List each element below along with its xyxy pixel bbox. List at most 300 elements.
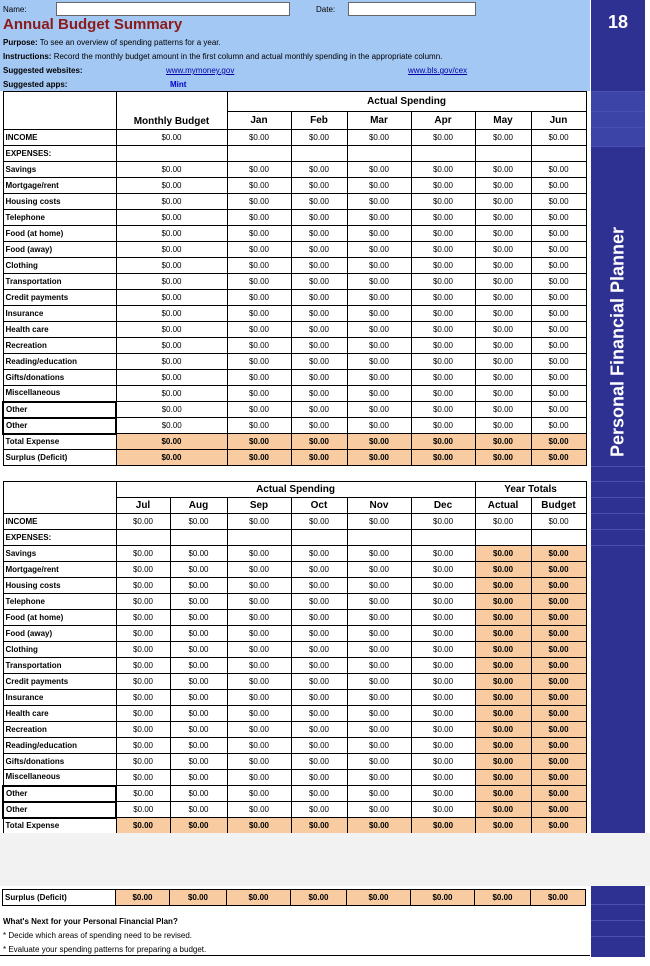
t2-cell-income[interactable]: $0.00	[475, 514, 531, 530]
apps-label: Suggested apps:	[3, 80, 68, 89]
t1-cell-income[interactable]: $0.00	[531, 130, 586, 146]
t1-cell-amount[interactable]: $0.00	[347, 274, 411, 290]
t2-cell-amount[interactable]: $0.00	[347, 562, 411, 578]
t2-cell-amount[interactable]: $0.00	[116, 658, 170, 674]
t1-cell-amount[interactable]: $0.00	[291, 178, 347, 194]
t2-cell-amount: $0.00	[475, 562, 531, 578]
t1-cell-amount[interactable]: $0.00	[227, 274, 291, 290]
t2-cell-amount[interactable]: $0.00	[291, 626, 347, 642]
t2-cell-amount[interactable]: $0.00	[116, 594, 170, 610]
sidebar-rule	[591, 513, 645, 514]
t1-cell-amount[interactable]: $0.00	[475, 162, 531, 178]
t1-cell-amount[interactable]: $0.00	[475, 370, 531, 386]
t1-cell-amount[interactable]: $0.00	[531, 306, 586, 322]
t2-cell-amount[interactable]: $0.00	[411, 610, 475, 626]
t2-cell-amount[interactable]: $0.00	[291, 610, 347, 626]
t2-cell-amount: $0.00	[531, 754, 586, 770]
t1-cell-surplus: $0.00	[116, 450, 227, 466]
sidebar-rule	[591, 920, 645, 921]
date-input[interactable]	[348, 2, 476, 16]
t2-row-label-income: INCOME	[3, 514, 116, 530]
t1-cell-amount[interactable]: $0.00	[531, 290, 586, 306]
t2-cell-amount[interactable]: $0.00	[291, 690, 347, 706]
t1-cell-amount[interactable]: $0.00	[411, 322, 475, 338]
t2-cell-amount[interactable]: $0.00	[227, 674, 291, 690]
t1-cell-amount[interactable]: $0.00	[227, 242, 291, 258]
sidebar-rule	[591, 127, 645, 128]
t1-cell-amount[interactable]: $0.00	[475, 290, 531, 306]
t1-cell-amount[interactable]: $0.00	[116, 178, 227, 194]
t1-cell-amount[interactable]: $0.00	[227, 290, 291, 306]
t2-cell-amount[interactable]: $0.00	[291, 738, 347, 754]
t1-cell-amount[interactable]: $0.00	[291, 402, 347, 418]
t2-cell-amount[interactable]: $0.00	[170, 562, 227, 578]
t2-cell-amount[interactable]: $0.00	[170, 802, 227, 818]
t2-cell-amount[interactable]: $0.00	[411, 642, 475, 658]
t1-cell-amount[interactable]: $0.00	[475, 194, 531, 210]
t2-cell-amount[interactable]: $0.00	[411, 770, 475, 786]
t1-cell-amount[interactable]: $0.00	[116, 274, 227, 290]
t2-cell-income[interactable]: $0.00	[347, 514, 411, 530]
t2-cell-amount[interactable]: $0.00	[116, 722, 170, 738]
t2-cell-amount[interactable]: $0.00	[116, 706, 170, 722]
t1-cell-amount[interactable]: $0.00	[531, 210, 586, 226]
t1-cell-amount[interactable]: $0.00	[531, 402, 586, 418]
t1-cell-amount[interactable]: $0.00	[116, 242, 227, 258]
t1-cell-amount[interactable]: $0.00	[291, 418, 347, 434]
t1-cell-amount[interactable]: $0.00	[411, 386, 475, 402]
t1-cell-amount[interactable]: $0.00	[291, 370, 347, 386]
t1-cell-empty	[475, 146, 531, 162]
t1-cell-amount[interactable]: $0.00	[116, 290, 227, 306]
t2-row-label-savings: Savings	[3, 546, 116, 562]
t1-cell-amount[interactable]: $0.00	[347, 370, 411, 386]
t1-cell-amount[interactable]: $0.00	[116, 162, 227, 178]
t2-cell-amount[interactable]: $0.00	[170, 594, 227, 610]
t2-cell-amount[interactable]: $0.00	[116, 738, 170, 754]
t2-cell-amount[interactable]: $0.00	[291, 578, 347, 594]
t1-cell-amount[interactable]: $0.00	[227, 258, 291, 274]
t2-cell-empty	[475, 530, 531, 546]
t2-cell-amount[interactable]: $0.00	[411, 706, 475, 722]
t1-cell-amount[interactable]: $0.00	[531, 178, 586, 194]
t1-cell-amount[interactable]: $0.00	[347, 290, 411, 306]
t2-cell-amount[interactable]: $0.00	[411, 722, 475, 738]
t1-cell-total-expense: $0.00	[531, 434, 586, 450]
t1-cell-amount[interactable]: $0.00	[291, 258, 347, 274]
t2-row-label-other[interactable]: Other	[3, 802, 116, 818]
t1-cell-amount[interactable]: $0.00	[116, 306, 227, 322]
t2-cell-amount[interactable]: $0.00	[170, 626, 227, 642]
instructions-text: Record the monthly budget amount in the first column and actual monthly spending in the appropriate column.	[53, 52, 443, 61]
t1-cell-empty	[116, 146, 227, 162]
t1-cell-amount[interactable]: $0.00	[227, 322, 291, 338]
t1-cell-amount[interactable]: $0.00	[531, 258, 586, 274]
t1-cell-amount[interactable]: $0.00	[227, 194, 291, 210]
t2-cell-amount[interactable]: $0.00	[347, 754, 411, 770]
t2-cell-amount[interactable]: $0.00	[116, 674, 170, 690]
t2-cell-amount[interactable]: $0.00	[411, 658, 475, 674]
t1-cell-amount[interactable]: $0.00	[475, 418, 531, 434]
t2-cell-amount[interactable]: $0.00	[347, 594, 411, 610]
t1-cell-amount[interactable]: $0.00	[347, 226, 411, 242]
t1-cell-amount[interactable]: $0.00	[227, 354, 291, 370]
t2-cell-amount[interactable]: $0.00	[170, 690, 227, 706]
t1-cell-amount[interactable]: $0.00	[411, 354, 475, 370]
t2-cell-amount[interactable]: $0.00	[227, 562, 291, 578]
t2-cell-amount[interactable]: $0.00	[170, 658, 227, 674]
t1-row-label-credit-payments: Credit payments	[3, 290, 116, 306]
t2-cell-amount[interactable]: $0.00	[227, 578, 291, 594]
t2-cell-amount[interactable]: $0.00	[411, 578, 475, 594]
t1-cell-amount[interactable]: $0.00	[116, 322, 227, 338]
t2-cell-income[interactable]: $0.00	[227, 514, 291, 530]
t2-cell-amount[interactable]: $0.00	[116, 610, 170, 626]
t2-cell-amount[interactable]: $0.00	[411, 754, 475, 770]
t1-cell-amount[interactable]: $0.00	[411, 418, 475, 434]
t1-cell-amount[interactable]: $0.00	[347, 402, 411, 418]
t2-cell-amount[interactable]: $0.00	[347, 738, 411, 754]
t1-cell-amount[interactable]: $0.00	[347, 306, 411, 322]
t1-row-label-other[interactable]: Other	[3, 402, 116, 418]
t2-cell-amount[interactable]: $0.00	[411, 546, 475, 562]
t2-cell-amount[interactable]: $0.00	[116, 626, 170, 642]
t2-cell-surplus: $0.00	[531, 890, 586, 906]
t1-row-label-clothing: Clothing	[3, 258, 116, 274]
t1-cell-amount[interactable]: $0.00	[227, 178, 291, 194]
t2-cell-amount[interactable]: $0.00	[291, 770, 347, 786]
t1-cell-amount[interactable]: $0.00	[116, 210, 227, 226]
col-header-may: May	[475, 112, 531, 130]
t1-cell-amount[interactable]: $0.00	[227, 386, 291, 402]
t1-cell-amount[interactable]: $0.00	[475, 402, 531, 418]
t2-cell-amount[interactable]: $0.00	[347, 610, 411, 626]
t1-cell-amount[interactable]: $0.00	[531, 338, 586, 354]
t1-cell-amount[interactable]: $0.00	[347, 210, 411, 226]
t1-cell-empty	[531, 146, 586, 162]
date-label: Date:	[316, 5, 336, 14]
t2-cell-amount[interactable]: $0.00	[411, 690, 475, 706]
t1-cell-amount[interactable]: $0.00	[475, 386, 531, 402]
t1-cell-amount[interactable]: $0.00	[411, 258, 475, 274]
group-header-year-totals: Year Totals	[475, 482, 586, 498]
t2-cell-amount[interactable]: $0.00	[170, 706, 227, 722]
t1-cell-total-expense: $0.00	[475, 434, 531, 450]
t1-cell-amount[interactable]: $0.00	[475, 178, 531, 194]
t2-cell-amount[interactable]: $0.00	[347, 658, 411, 674]
t2-cell-amount[interactable]: $0.00	[291, 802, 347, 818]
t2-cell-amount[interactable]: $0.00	[227, 738, 291, 754]
t1-cell-amount[interactable]: $0.00	[411, 306, 475, 322]
t2-cell-amount[interactable]: $0.00	[116, 802, 170, 818]
t1-cell-surplus: $0.00	[227, 450, 291, 466]
t1-cell-amount[interactable]: $0.00	[116, 258, 227, 274]
t2-cell-amount[interactable]: $0.00	[227, 802, 291, 818]
t2-cell-amount: $0.00	[475, 546, 531, 562]
col-header-feb: Feb	[291, 112, 347, 130]
instructions-label: Instructions:	[3, 52, 52, 61]
t2-cell-amount[interactable]: $0.00	[291, 786, 347, 802]
t1-cell-amount[interactable]: $0.00	[116, 370, 227, 386]
t1-cell-amount[interactable]: $0.00	[227, 306, 291, 322]
t1-cell-surplus: $0.00	[411, 450, 475, 466]
t1-cell-total-expense: $0.00	[411, 434, 475, 450]
t2-cell-amount[interactable]: $0.00	[291, 722, 347, 738]
t1-cell-amount[interactable]: $0.00	[531, 194, 586, 210]
t2-cell-income[interactable]: $0.00	[291, 514, 347, 530]
t2-cell-amount[interactable]: $0.00	[227, 546, 291, 562]
t1-cell-amount[interactable]: $0.00	[291, 386, 347, 402]
t2-cell-amount[interactable]: $0.00	[291, 642, 347, 658]
t1-cell-amount[interactable]: $0.00	[291, 306, 347, 322]
t1-row-label-total-expense: Total Expense	[3, 434, 116, 450]
col-header-dec: Dec	[411, 498, 475, 514]
t2-row-label-other[interactable]: Other	[3, 786, 116, 802]
t2-cell-amount[interactable]: $0.00	[227, 610, 291, 626]
t1-cell-amount[interactable]: $0.00	[531, 322, 586, 338]
t2-cell-surplus: $0.00	[475, 890, 531, 906]
t1-cell-amount[interactable]: $0.00	[291, 338, 347, 354]
t2-cell-amount[interactable]: $0.00	[347, 722, 411, 738]
t2-cell-amount[interactable]: $0.00	[347, 770, 411, 786]
t2-cell-amount[interactable]: $0.00	[347, 642, 411, 658]
t1-row-label-telephone: Telephone	[3, 210, 116, 226]
t1-cell-amount[interactable]: $0.00	[116, 418, 227, 434]
t2-row-label-mortgage-rent: Mortgage/rent	[3, 562, 116, 578]
surplus-row-table	[2, 889, 586, 906]
t2-cell-amount[interactable]: $0.00	[291, 658, 347, 674]
t2-cell-amount[interactable]: $0.00	[347, 706, 411, 722]
t1-cell-amount[interactable]: $0.00	[291, 210, 347, 226]
t1-cell-amount[interactable]: $0.00	[531, 386, 586, 402]
purpose-label: Purpose:	[3, 38, 38, 47]
website-link-bls[interactable]: www.bls.gov/cex	[408, 66, 468, 75]
name-input[interactable]	[56, 2, 290, 16]
t1-cell-amount[interactable]: $0.00	[347, 258, 411, 274]
t2-cell-surplus: $0.00	[347, 890, 411, 906]
t2-cell-amount[interactable]: $0.00	[227, 754, 291, 770]
t1-cell-surplus: $0.00	[291, 450, 347, 466]
t2-cell-amount[interactable]: $0.00	[347, 690, 411, 706]
t1-row-label-other[interactable]: Other	[3, 418, 116, 434]
t2-cell-amount: $0.00	[475, 770, 531, 786]
t2-cell-amount[interactable]: $0.00	[347, 578, 411, 594]
t1-cell-amount[interactable]: $0.00	[411, 338, 475, 354]
t2-cell-amount[interactable]: $0.00	[170, 610, 227, 626]
t1-cell-amount[interactable]: $0.00	[116, 386, 227, 402]
t1-cell-amount[interactable]: $0.00	[531, 370, 586, 386]
t2-cell-amount[interactable]: $0.00	[170, 738, 227, 754]
t1-cell-amount[interactable]: $0.00	[475, 226, 531, 242]
t1-cell-amount[interactable]: $0.00	[411, 194, 475, 210]
website-link-mymoney[interactable]: www.mymoney.gov	[166, 66, 235, 75]
t1-cell-amount[interactable]: $0.00	[475, 258, 531, 274]
t2-cell-amount[interactable]: $0.00	[227, 706, 291, 722]
t1-cell-income[interactable]: $0.00	[475, 130, 531, 146]
t2-cell-amount[interactable]: $0.00	[411, 562, 475, 578]
t2-cell-amount[interactable]: $0.00	[116, 578, 170, 594]
t2-cell-amount: $0.00	[531, 802, 586, 818]
t2-cell-total-expense: $0.00	[227, 818, 291, 834]
t1-cell-amount[interactable]: $0.00	[475, 354, 531, 370]
t2-cell-amount[interactable]: $0.00	[291, 674, 347, 690]
t1-cell-amount[interactable]: $0.00	[347, 162, 411, 178]
t1-cell-amount[interactable]: $0.00	[227, 418, 291, 434]
t1-cell-amount[interactable]: $0.00	[411, 210, 475, 226]
t1-cell-amount[interactable]: $0.00	[475, 242, 531, 258]
t1-cell-amount[interactable]: $0.00	[475, 306, 531, 322]
t2-cell-amount[interactable]: $0.00	[116, 786, 170, 802]
t1-cell-amount[interactable]: $0.00	[291, 322, 347, 338]
t2-cell-amount[interactable]: $0.00	[227, 626, 291, 642]
t1-cell-amount[interactable]: $0.00	[531, 418, 586, 434]
t1-cell-amount[interactable]: $0.00	[411, 274, 475, 290]
t2-cell-amount[interactable]: $0.00	[291, 594, 347, 610]
t2-cell-amount: $0.00	[475, 802, 531, 818]
t2-cell-amount[interactable]: $0.00	[170, 546, 227, 562]
t2-cell-amount[interactable]: $0.00	[116, 642, 170, 658]
t2-cell-amount[interactable]: $0.00	[347, 674, 411, 690]
t1-cell-amount[interactable]: $0.00	[227, 162, 291, 178]
t1-cell-amount[interactable]: $0.00	[475, 210, 531, 226]
budget-table-first-half	[2, 91, 587, 466]
t1-cell-amount[interactable]: $0.00	[347, 338, 411, 354]
t2-cell-amount[interactable]: $0.00	[411, 786, 475, 802]
t2-row-label-food-at-home-: Food (at home)	[3, 610, 116, 626]
t2-cell-income[interactable]: $0.00	[170, 514, 227, 530]
t1-cell-amount[interactable]: $0.00	[291, 162, 347, 178]
t1-cell-amount[interactable]: $0.00	[411, 370, 475, 386]
t1-cell-amount[interactable]: $0.00	[531, 226, 586, 242]
t2-cell-amount[interactable]: $0.00	[170, 722, 227, 738]
t2-cell-amount[interactable]: $0.00	[227, 722, 291, 738]
t2-cell-amount[interactable]: $0.00	[116, 546, 170, 562]
t2-cell-amount[interactable]: $0.00	[116, 690, 170, 706]
t2-cell-amount[interactable]: $0.00	[170, 754, 227, 770]
t2-cell-amount[interactable]: $0.00	[347, 786, 411, 802]
sidebar-band-lower	[591, 886, 645, 957]
t1-cell-amount[interactable]: $0.00	[411, 162, 475, 178]
t2-cell-amount[interactable]: $0.00	[116, 562, 170, 578]
t2-cell-total-expense: $0.00	[291, 818, 347, 834]
t1-cell-amount[interactable]: $0.00	[116, 354, 227, 370]
t1-cell-amount[interactable]: $0.00	[531, 162, 586, 178]
t1-cell-amount[interactable]: $0.00	[347, 418, 411, 434]
t2-cell-income[interactable]: $0.00	[531, 514, 586, 530]
t1-cell-amount[interactable]: $0.00	[291, 290, 347, 306]
t2-cell-amount[interactable]: $0.00	[116, 770, 170, 786]
t2-row-label-total-expense: Total Expense	[3, 818, 116, 834]
t1-cell-amount[interactable]: $0.00	[227, 370, 291, 386]
t2-cell-amount[interactable]: $0.00	[170, 642, 227, 658]
t2-cell-amount[interactable]: $0.00	[170, 578, 227, 594]
t1-cell-amount[interactable]: $0.00	[531, 242, 586, 258]
t2-cell-amount[interactable]: $0.00	[347, 802, 411, 818]
t2-cell-income[interactable]: $0.00	[411, 514, 475, 530]
t1-cell-income[interactable]: $0.00	[291, 130, 347, 146]
t2-row-label-recreation: Recreation	[3, 722, 116, 738]
t1-cell-amount[interactable]: $0.00	[475, 338, 531, 354]
t1-cell-amount[interactable]: $0.00	[291, 274, 347, 290]
t2-cell-amount[interactable]: $0.00	[291, 754, 347, 770]
sidebar-rule	[591, 529, 645, 530]
t2-cell-amount[interactable]: $0.00	[170, 770, 227, 786]
t2-cell-amount[interactable]: $0.00	[170, 674, 227, 690]
t2-cell-amount[interactable]: $0.00	[227, 658, 291, 674]
t1-cell-amount[interactable]: $0.00	[227, 338, 291, 354]
t1-cell-amount[interactable]: $0.00	[227, 226, 291, 242]
t1-cell-income[interactable]: $0.00	[347, 130, 411, 146]
t1-cell-amount[interactable]: $0.00	[347, 242, 411, 258]
t1-cell-income[interactable]: $0.00	[227, 130, 291, 146]
t1-cell-amount[interactable]: $0.00	[411, 290, 475, 306]
t1-cell-amount[interactable]: $0.00	[411, 242, 475, 258]
t2-cell-amount[interactable]: $0.00	[411, 626, 475, 642]
t1-cell-amount[interactable]: $0.00	[347, 178, 411, 194]
t1-row-label-transportation: Transportation	[3, 274, 116, 290]
t2-cell-amount[interactable]: $0.00	[227, 786, 291, 802]
t1-cell-amount[interactable]: $0.00	[531, 354, 586, 370]
t1-cell-amount[interactable]: $0.00	[347, 194, 411, 210]
t1-cell-amount[interactable]: $0.00	[116, 402, 227, 418]
t2-cell-income[interactable]: $0.00	[116, 514, 170, 530]
t2-cell-amount[interactable]: $0.00	[170, 786, 227, 802]
t2-cell-amount[interactable]: $0.00	[411, 802, 475, 818]
t1-cell-amount[interactable]: $0.00	[347, 354, 411, 370]
t2-cell-amount[interactable]: $0.00	[227, 690, 291, 706]
col-header-apr: Apr	[411, 112, 475, 130]
t1-cell-amount[interactable]: $0.00	[411, 402, 475, 418]
t2-cell-amount: $0.00	[475, 674, 531, 690]
t2-cell-amount[interactable]: $0.00	[411, 674, 475, 690]
t1-cell-amount[interactable]: $0.00	[227, 402, 291, 418]
t2-cell-amount[interactable]: $0.00	[347, 626, 411, 642]
col-header-monthly-budget: Monthly Budget	[116, 92, 227, 130]
t2-cell-amount[interactable]: $0.00	[411, 594, 475, 610]
t1-cell-amount[interactable]: $0.00	[116, 226, 227, 242]
col-header-jan: Jan	[227, 112, 291, 130]
t2-cell-amount[interactable]: $0.00	[227, 770, 291, 786]
t1-cell-amount[interactable]: $0.00	[291, 226, 347, 242]
t1-cell-amount[interactable]: $0.00	[291, 194, 347, 210]
t1-cell-amount[interactable]: $0.00	[116, 338, 227, 354]
t1-cell-amount[interactable]: $0.00	[475, 322, 531, 338]
t1-cell-amount[interactable]: $0.00	[411, 178, 475, 194]
t2-cell-amount[interactable]: $0.00	[291, 546, 347, 562]
t1-cell-amount[interactable]: $0.00	[291, 242, 347, 258]
t2-cell-amount[interactable]: $0.00	[411, 738, 475, 754]
t2-cell-amount[interactable]: $0.00	[227, 642, 291, 658]
t1-cell-amount[interactable]: $0.00	[475, 274, 531, 290]
t2-cell-amount[interactable]: $0.00	[291, 706, 347, 722]
t2-cell-amount[interactable]: $0.00	[227, 594, 291, 610]
t1-cell-amount[interactable]: $0.00	[347, 322, 411, 338]
sidebar-rule	[591, 466, 645, 467]
t2-cell-amount: $0.00	[475, 690, 531, 706]
t1-cell-amount[interactable]: $0.00	[116, 194, 227, 210]
t2-cell-amount[interactable]: $0.00	[347, 546, 411, 562]
t1-cell-amount[interactable]: $0.00	[347, 386, 411, 402]
t2-cell-amount[interactable]: $0.00	[291, 562, 347, 578]
t2-cell-amount[interactable]: $0.00	[116, 754, 170, 770]
t1-cell-income[interactable]: $0.00	[116, 130, 227, 146]
t1-cell-amount[interactable]: $0.00	[227, 210, 291, 226]
t1-cell-income[interactable]: $0.00	[411, 130, 475, 146]
t1-cell-amount[interactable]: $0.00	[531, 274, 586, 290]
t1-cell-amount[interactable]: $0.00	[291, 354, 347, 370]
t1-cell-amount[interactable]: $0.00	[411, 226, 475, 242]
t2-row-label-miscellaneous: Miscellaneous	[3, 770, 116, 786]
